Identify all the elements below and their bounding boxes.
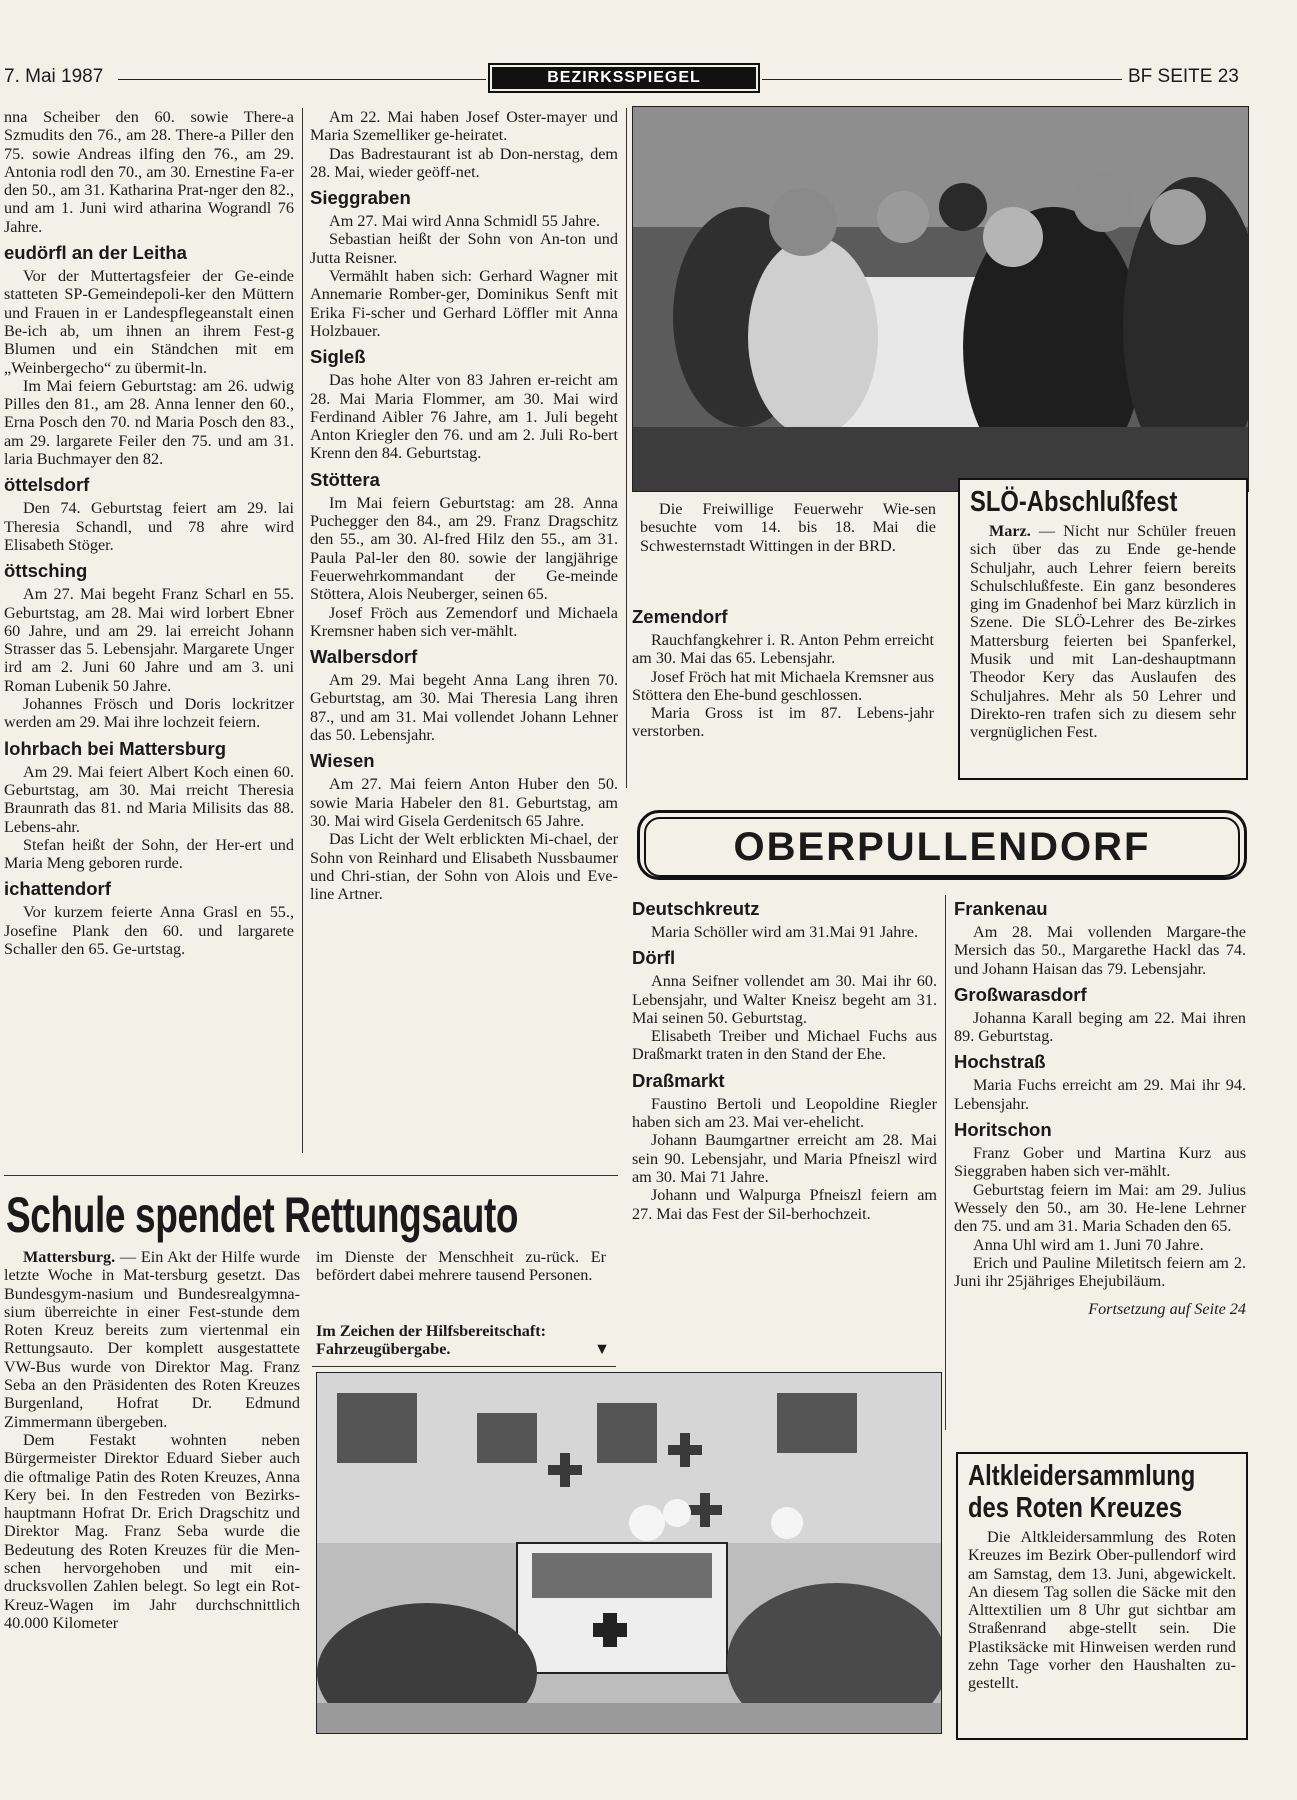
header-rule-left bbox=[118, 79, 486, 80]
paragraph: Am 27. Mai wird Anna Schmidl 55 Jahre. bbox=[329, 212, 601, 231]
section-heading: Stöttera bbox=[310, 468, 380, 490]
paragraph: Geburtstag feiern im Mai: am 29. Julius Wessely den 50., am 30. He-lene Lehrner den 75. und am 31. Maria Schaden den 65. bbox=[954, 1180, 1246, 1236]
paragraph: Maria Schöller wird am 31.Mai 91 Jahre. bbox=[651, 923, 919, 941]
oberpullendorf-right-column bbox=[954, 898, 1246, 1438]
column-divider bbox=[945, 895, 946, 1430]
box-body bbox=[970, 522, 1236, 742]
oberpullendorf-left-column bbox=[632, 898, 937, 1418]
paragraph: Vor der Muttertagsfeier der Ge-einde statteten SP-Gemeindepoli-ker den Müttern und Frauen in er Landespflegeanstalt einen Be-ich ab, um ihnen an ihrem Fest-g Blumen und ein Ständchen mit em „Weinbergecho“ zu übermit-ln. bbox=[4, 267, 294, 377]
banner-title: OBERPULLENDORF bbox=[644, 817, 1240, 877]
photo-feuerwehr-visit bbox=[632, 106, 1249, 492]
zemendorf-section bbox=[632, 606, 934, 741]
paragraph: Stefan heißt der Sohn, der Her-ert und Maria Meng geboren rurde. bbox=[4, 835, 294, 873]
section-heading: Horitschon bbox=[954, 1119, 1052, 1141]
column-divider bbox=[626, 108, 627, 788]
paragraph: Elisabeth Treiber und Michael Fuchs aus Draßmarkt traten in den Stand der Ehe. bbox=[632, 1027, 937, 1064]
header-rule-right bbox=[762, 79, 1122, 80]
section-heading: öttsching bbox=[4, 560, 88, 582]
section-heading: ichattendorf bbox=[4, 878, 111, 900]
section-heading: Dörfl bbox=[632, 947, 676, 969]
paragraph: Maria Fuchs erreicht am 29. Mai ihr 94. Lebensjahr. bbox=[954, 1076, 1246, 1113]
paragraph: — Ein Akt der Hilfe wurde letzte Woche in Mat-tersburg gesetzt. Das Bundesgym-nasium und Bundesrealgymna-sium überreichte in einer Fest-stunde dem Roten Kreuz bereits zum viertenmal ein Rettungsauto. Der komplett ausgestattete VW-Bus wurde von Direktor Mag. Franz Seba an den Präsidenten des Roten Kreuzes Burgenland, Hofrat Dr. Edmund Zimmermann übergeben. bbox=[4, 1248, 300, 1431]
paragraph: Sebastian heißt der Sohn von An-ton und Jutta Reisner. bbox=[310, 230, 618, 267]
paragraph: nna Scheiber den 60. sowie There-a Szmudits den 76., am 28. There-a Piller den 75. sowie Andreas ilfing den 76., am 29. Antonia rodl den 70., am 30. Ernestine Fa-er den 50., am 31. Katharina Prat-nger den 82., und am 1. Juni wird atharina Wograndl 76 Jahre. bbox=[4, 108, 294, 236]
paragraph: Vor kurzem feierte Anna Grasl en 55., Josefine Plank den 60. und largarete Schaller den 65. Ge-urtstag. bbox=[4, 903, 294, 958]
oberpullendorf-banner bbox=[637, 810, 1247, 880]
photo-rettungsauto-handover bbox=[316, 1372, 942, 1734]
section-heading: Draßmarkt bbox=[632, 1069, 725, 1091]
paragraph: Anna Seifner vollendet am 30. Mai ihr 60. Lebensjahr, und Walter Kneisz begeht am 31. Mai seinen 50. Geburtstag. bbox=[632, 972, 937, 1027]
schule-column-1 bbox=[4, 1248, 300, 1668]
continued-note: Fortsetzung auf Seite 24 bbox=[1088, 1300, 1246, 1319]
section-heading: Hochstraß bbox=[954, 1051, 1046, 1073]
headline: Schule spendet Rettungsauto bbox=[6, 1187, 519, 1243]
section-heading: Walbersdorf bbox=[310, 646, 418, 668]
section-heading: Sieggraben bbox=[310, 187, 411, 209]
column-1 bbox=[4, 108, 294, 1158]
column-divider bbox=[302, 108, 303, 1153]
section-heading: Frankenau bbox=[954, 898, 1048, 919]
paragraph: Franz Gober und Martina Kurz aus Sieggraben haben sich ver-mählt. bbox=[954, 1144, 1246, 1181]
article-top-rule bbox=[4, 1175, 618, 1176]
column-2 bbox=[310, 108, 618, 1158]
section-heading: Deutschkreutz bbox=[632, 898, 760, 919]
section-heading: öttelsdorf bbox=[4, 474, 90, 496]
paragraph: Am 29. Mai feiert Albert Koch einen 60. Geburtstag, am 30. Mai rreicht Theresia Braunrath das 81. nd Maria Milisits das 88. Lebens-ahr. bbox=[4, 762, 294, 836]
paragraph: Josef Fröch hat mit Michaela Kremsner aus Stöttera den Ehe-bund geschlossen. bbox=[632, 667, 934, 704]
paragraph: Den 74. Geburtstag feiert am 29. lai Theresia Schandl, und 78 ahre wird Elisabeth Stöger. bbox=[4, 499, 294, 554]
section-heading: eudörfl an der Leitha bbox=[4, 242, 187, 264]
page-number: BF SEITE 23 bbox=[1128, 66, 1239, 87]
paragraph: Im Mai feiern Geburtstag: am 28. Anna Puchegger den 84., am 29. Franz Dragschitz den 55., am 30. Al-fred Hilz den 55., am 31. Paula Pal-ler den 80. sowie der langjährige Feuerwehrkommandant der Ge-meinde Stöttera, Alois Neuberger, seinen 65. bbox=[310, 493, 618, 604]
dateline: Mattersburg. bbox=[23, 1248, 116, 1266]
photo-caption bbox=[640, 500, 936, 555]
paragraph: im Dienste der Menschheit zu-rück. Er befördert dabei mehrere tausend Personen. bbox=[316, 1248, 606, 1285]
paragraph: Johann Baumgartner erreicht am 28. Mai sein 90. Lebensjahr, und Maria Pfneiszl wird am 30. Mai 71 Jahre. bbox=[632, 1131, 937, 1186]
paragraph: Am 27. Mai begeht Franz Scharl en 55. Geburtstag, am 28. Mai wird lorbert Ebner 60 Jahre, und am 29. lai erreicht Johann Strasser das 5. Lebensjahr. Margarete Unger ird am 2. Juni 60 Jahre und am 3. uni Roman Lubenik 50 Jahre. bbox=[4, 585, 294, 695]
paragraph: Das hohe Alter von 83 Jahren er-reicht am 28. Mai Maria Flommer, am 30. Mai wird Ferdinand Aibler 76 Jahre, am 1. Juli begeht Anton Kriegler den 76. und am 2. Juli Ro-bert Krenn den 84. Geburtstag. bbox=[310, 371, 618, 463]
paragraph: Johanna Karall beging am 22. Mai ihren 89. Geburtstag. bbox=[954, 1008, 1246, 1046]
photo-caption bbox=[316, 1322, 612, 1359]
box-text: — Nicht nur Schüler freuen sich über das zu Ende ge-hende Schuljahr, auch Lehrer feiern bereits Schulschlußfeste. Ein ganz besonderes ging im Gnadenhof bei Marz kürzlich in Szene. Die SLÖ-Lehrer des Be-zirkes Mattersburg feierten bei Spanferkel, Musik und mit Lan-deshauptmann Theodor Kery das Auslaufen des Schuljahres. Mehr als 50 Lehrer und Direkto-ren trafen sich zu diesem sehr vergnüglichen Fest. bbox=[970, 522, 1236, 742]
section-heading: Wiesen bbox=[310, 750, 375, 772]
paragraph: Am 22. Mai haben Josef Oster-mayer und Maria Szemelliker ge-heiratet. bbox=[310, 108, 618, 145]
paragraph: Am 29. Mai begeht Anna Lang ihren 70. Geburtstag, am 30. Mai Theresia Lang ihren 87., und am 31. Mai vollendet Johann Lehner das 50. Lebensjahr. bbox=[310, 671, 618, 745]
paragraph: Am 27. Mai feiern Anton Huber den 50. sowie Maria Habeler den 81. Geburtstag, am 30. Mai wird Gisela Gerdenitsch 65 Jahre. bbox=[310, 775, 618, 830]
schule-column-2 bbox=[316, 1248, 606, 1285]
altkleidersammlung-box bbox=[956, 1452, 1248, 1740]
dateline: Marz. bbox=[989, 522, 1031, 540]
caption-text: Im Zeichen der Hilfsbereitschaft: Fahrzeugübergabe. bbox=[316, 1322, 547, 1359]
paragraph: Johannes Frösch und Doris lockritzer werden am 29. Mai ihre lochzeit feiern. bbox=[4, 695, 294, 732]
paragraph: Johann und Walpurga Pfneiszl feiern am 27. Mai das Fest der Sil-berhochzeit. bbox=[632, 1186, 937, 1223]
box-title: SLÖ-Abschlußfest bbox=[970, 486, 1178, 518]
box-body bbox=[968, 1528, 1236, 1693]
photo-illustration bbox=[633, 107, 1248, 491]
paragraph: Das Badrestaurant ist ab Don-nerstag, dem 28. Mai, wieder geöff-net. bbox=[310, 144, 618, 181]
caption-rule bbox=[312, 1366, 616, 1367]
paragraph: Das Licht der Welt erblickten Mi-chael, der Sohn von Reinhard und Elisabeth Nussbaumer und Chri-stian, der Sohn von Alois und Eve-line Artner. bbox=[310, 830, 618, 904]
paragraph: Am 28. Mai vollenden Margare-the Mersich das 50., Margarethe Hackl das 74. und Johann Haisan das 79. Lebensjahr. bbox=[954, 923, 1246, 978]
paragraph: Dem Festakt wohnten neben Bürgermeister Direktor Eduard Sieber auch die oftmalige Patin des Roten Kreuzes, Anna Kery bei. In den Festreden von Bezirks-hauptmann Hofrat Dr. Erich Dragschitz und Direktor Mag. Franz Seba wurde die Bedeutung des Roten Kreuzes für die Men-schen hervorgehoben und mit ein-drucksvollen Zahlen belegt. So legt ein Rot-Kreuz-Wagen im Jahr durchschnittlich 40.000 Kilometer bbox=[4, 1430, 300, 1632]
slo-abschlussfest-box bbox=[958, 478, 1248, 780]
box-text: Die Altkleidersammlung des Roten Kreuzes im Bezirk Ober-pullendorf wird am Samstag, dem 13. Juni, abgewickelt. An diesem Tag sollen die Säcke mit den Alttextilien um 8 Uhr gut sichtbar am Straßenrand abge-stellt sein. Die Plastiksäcke mit Hinweisen werden rund zehn Tage vorher den Haushalten zu-gestellt. bbox=[968, 1528, 1236, 1693]
section-heading: lohrbach bei Mattersburg bbox=[4, 737, 227, 759]
paragraph: Faustino Bertoli und Leopoldine Riegler haben sich am 23. Mai ver-ehelicht. bbox=[632, 1094, 937, 1132]
section-title: BEZIRKSSPIEGEL bbox=[492, 67, 756, 89]
paragraph: Maria Gross ist im 87. Lebens-jahr verstorben. bbox=[632, 704, 934, 741]
paragraph: Rauchfangkehrer i. R. Anton Pehm erreicht am 30. Mai das 65. Lebensjahr. bbox=[632, 631, 934, 668]
section-heading: Großwarasdorf bbox=[954, 983, 1087, 1005]
paragraph: Im Mai feiern Geburtstag: am 26. udwig Pilles den 81., am 28. Anna lenner den 60., Erna Posch den 70. nd Maria Posch den 83., am 29. largarete Feiler den 75. und am 31. laria Buchmayer den 82. bbox=[4, 376, 294, 469]
arrow-down-icon: ▼ bbox=[593, 1340, 610, 1359]
box-title-line-2: des Roten Kreuzes bbox=[968, 1492, 1183, 1524]
section-heading: Sigleß bbox=[310, 346, 366, 368]
photo-illustration bbox=[317, 1373, 941, 1733]
issue-date: 7. Mai 1987 bbox=[4, 66, 104, 87]
box-title-line-1: Altkleidersammlung bbox=[968, 1460, 1196, 1492]
paragraph: Josef Fröch aus Zemendorf und Michaela Kremsner haben sich ver-mählt. bbox=[310, 603, 618, 640]
paragraph: Erich und Pauline Miletitsch feiern am 2. Juni ihr 25jähriges Ehejubiläum. bbox=[954, 1253, 1246, 1291]
section-heading: Zemendorf bbox=[632, 606, 728, 627]
paragraph: Vermählt haben sich: Gerhard Wagner mit Annemarie Romber-ger, Dominikus Senft mit Erika Fi-scher und Gerhard Löffler mit Anna Holzbauer. bbox=[310, 267, 618, 340]
section-badge bbox=[488, 63, 760, 93]
caption-text: Die Freiwillige Feuerwehr Wie-sen besuchte vom 14. bis 18. Mai die Schwesternstadt Wittingen in der BRD. bbox=[640, 500, 936, 555]
paragraph: Anna Uhl wird am 1. Juni 70 Jahre. bbox=[973, 1235, 1204, 1254]
